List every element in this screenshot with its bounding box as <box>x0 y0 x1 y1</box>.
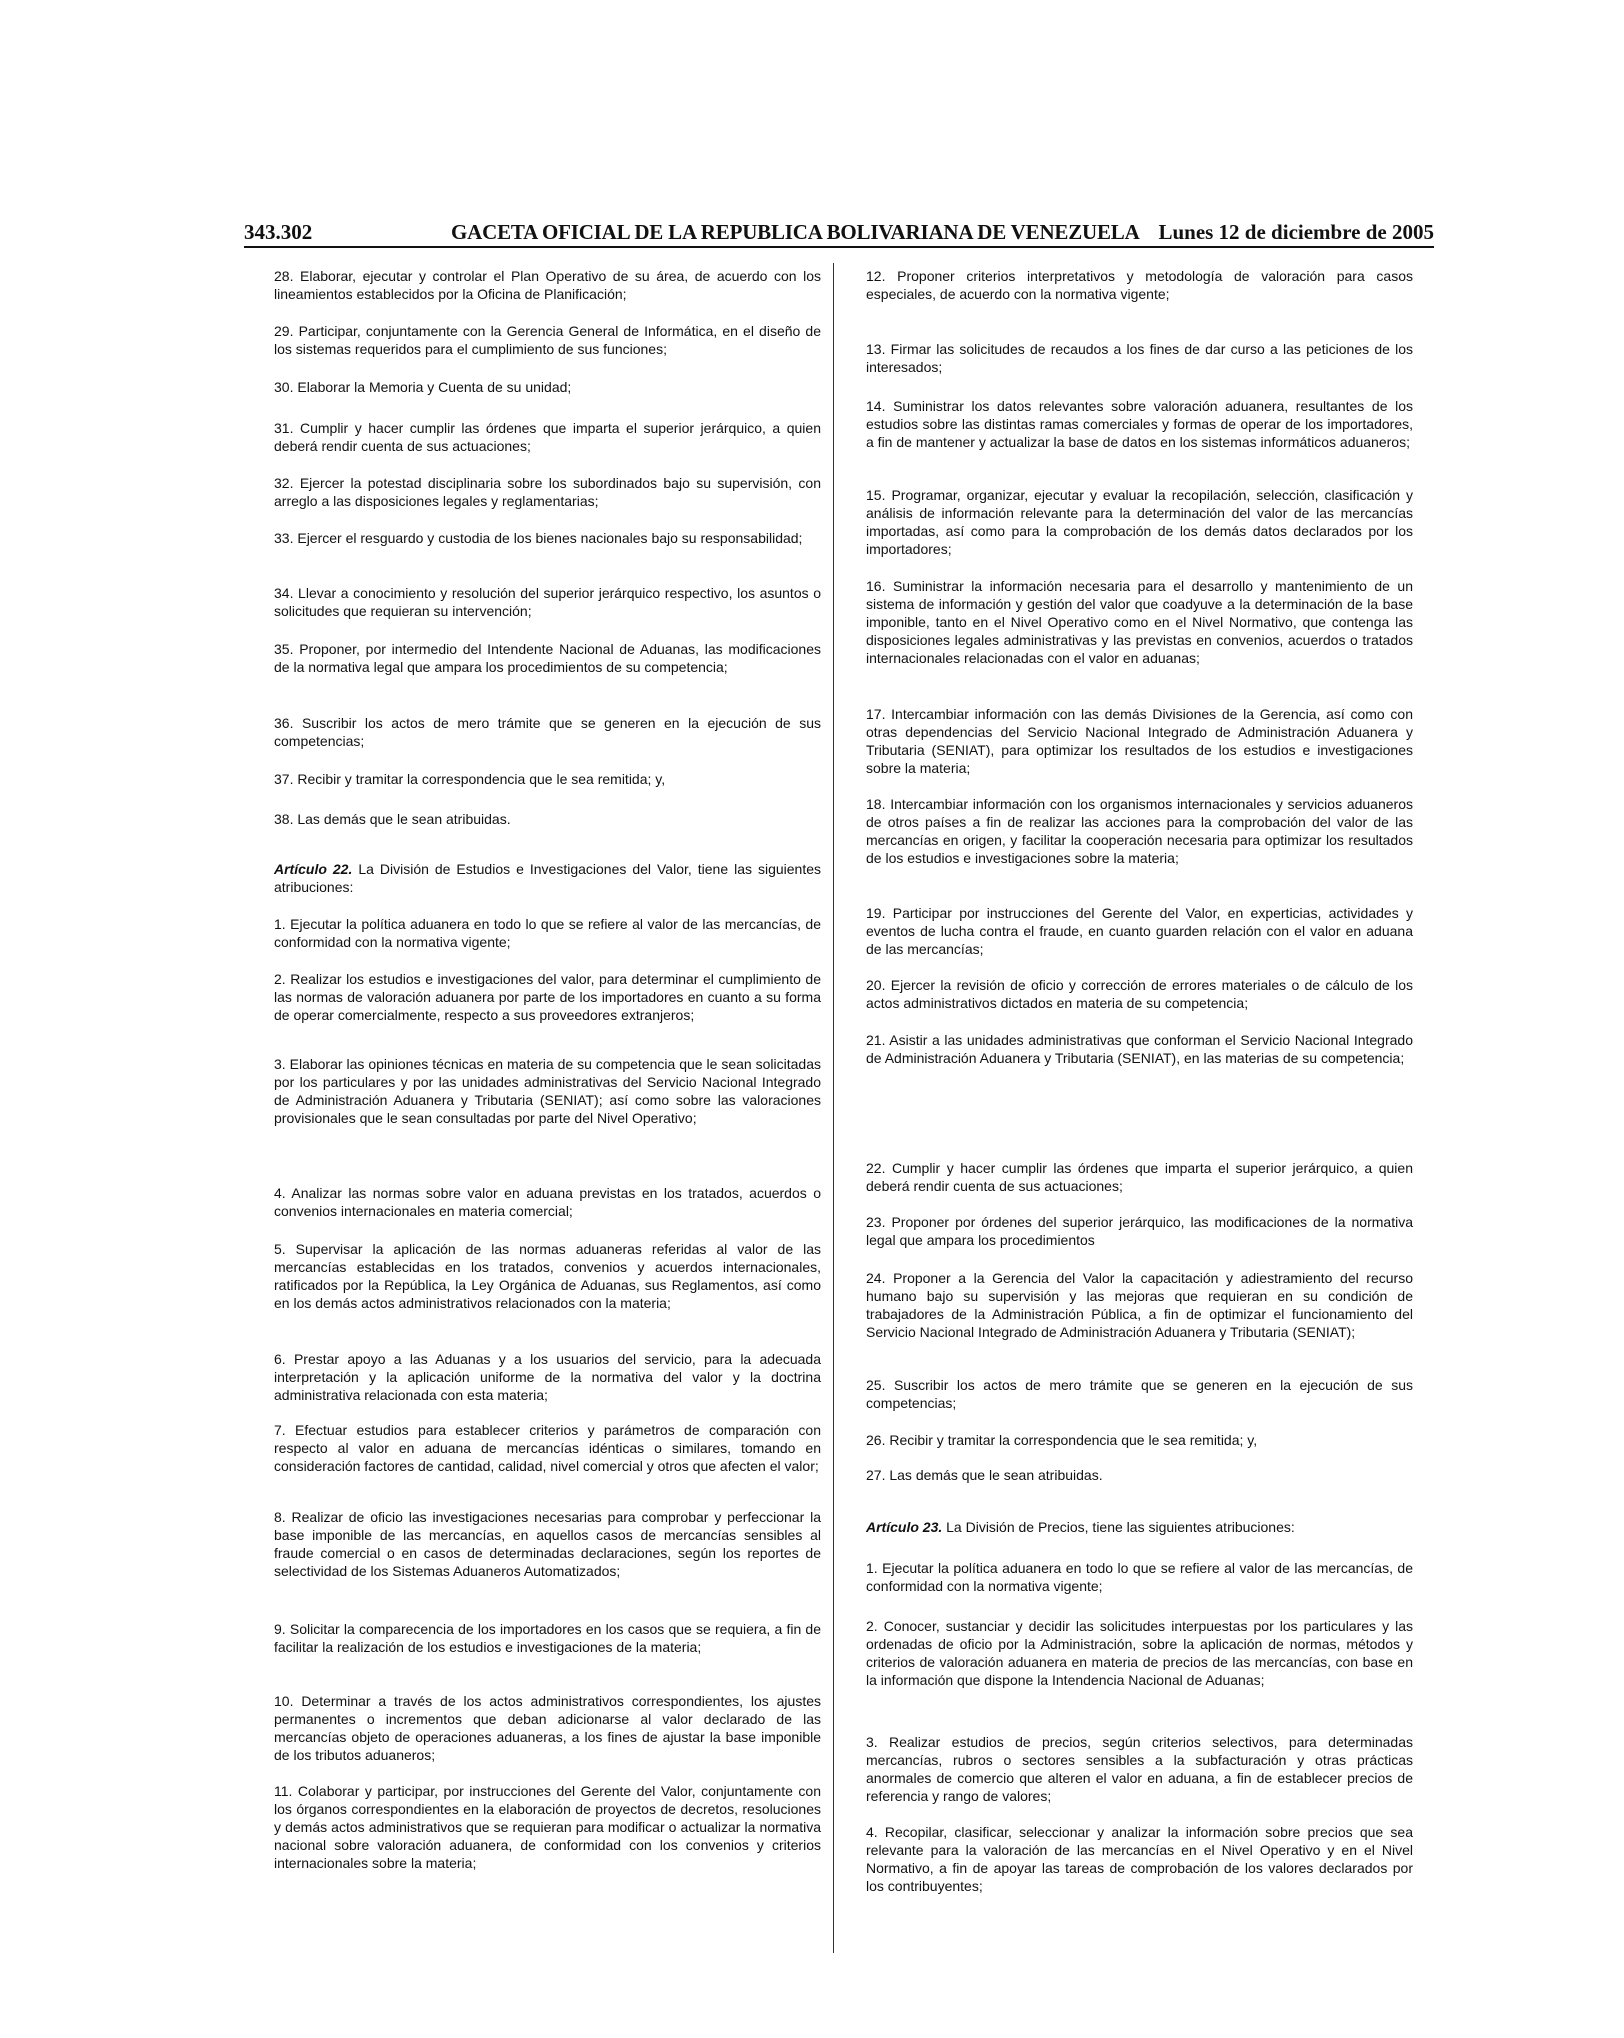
left-item-34: 34. Llevar a conocimiento y resolución del superior jerárquico respectivo, los asuntos o solicitudes que requieran su intervención; <box>274 585 821 619</box>
right-item-16: 16. Suministrar la información necesaria para el desarrollo y mantenimiento de un sistema de información y gestión del valor que coadyuve a la determinación de la base imponible, tanto en el Nivel Operativo como en el Nivel Normativo, que contenga las disposiciones legales administrativas y las previstas en convenios, acuerdos o tratados internacionales relacionadas con el valor en aduanas; <box>866 578 1413 666</box>
art23-item-1: 1. Ejecutar la política aduanera en todo lo que se refiere al valor de las mercancías, de conformidad con la normativa vigente; <box>866 1560 1413 1594</box>
art22-item-3: 3. Elaborar las opiniones técnicas en materia de su competencia que le sean solicitadas por los particulares y por las unidades administrativas del Servicio Nacional Integrado de Administración Aduanera y Tributaria (SENIAT); así como sobre las valoraciones provisionales que le sean consultadas por parte del Nivel Operativo; <box>274 1056 821 1126</box>
left-item-28: 28. Elaborar, ejecutar y controlar el Plan Operativo de su área, de acuerdo con los lineamientos establecidos por la Oficina de Planificación; <box>274 268 821 302</box>
gazette-title: GACETA OFICIAL DE LA REPUBLICA BOLIVARIANA DE VENEZUELA <box>451 220 1140 244</box>
left-item-36: 36. Suscribir los actos de mero trámite que se generen en la ejecución de sus competencias; <box>274 715 821 749</box>
art22-item-5: 5. Supervisar la aplicación de las normas aduaneras referidas al valor de las mercancías establecidas en los tratados, convenios y acuerdos internacionales, ratificados por la República, la Ley Orgánica de Aduanas, sus Reglamentos, así como en los demás actos administrativos relacionados con la materia; <box>274 1241 821 1311</box>
right-item-26: 26. Recibir y tramitar la correspondencia que le sea remitida; y, <box>866 1432 1258 1448</box>
right-item-17: 17. Intercambiar información con las demás Divisiones de la Gerencia, así como con otras dependencias del Servicio Nacional Integrado de Administración Aduanera y Tributaria (SENIAT), para optimizar los resultados de los estudios e investigaciones sobre la materia; <box>866 706 1413 776</box>
art22-item-7: 7. Efectuar estudios para establecer criterios y parámetros de comparación con respecto al valor en aduana de mercancías idénticas o similares, tomando en consideración factores de cantidad, calidad, nivel comercial y otros que afecten el valor; <box>274 1422 821 1474</box>
art23-item-3: 3. Realizar estudios de precios, según criterios selectivos, para determinadas mercancías, rubros o sectores sensibles a la subfacturación y otras prácticas anormales de comercio que alteren el valor en aduana, a fin de establecer precios de referencia y rango de valores; <box>866 1734 1413 1804</box>
issue-date: Lunes 12 de diciembre de 2005 <box>1158 220 1434 244</box>
article-23-text: La División de Precios, tiene las siguientes atribuciones: <box>942 1519 1295 1535</box>
header-rule <box>244 246 1434 248</box>
art22-item-6: 6. Prestar apoyo a las Aduanas y a los usuarios del servicio, para la adecuada interpretación y la aplicación uniforme de la normativa del valor y la doctrina administrativa relacionada con esta materia; <box>274 1351 821 1403</box>
right-item-15: 15. Programar, organizar, ejecutar y evaluar la recopilación, selección, clasificación y análisis de información relevante para la determinación del valor de las mercancías importadas, así como para la comprobación de los demás datos declarados por los importadores; <box>866 487 1413 557</box>
left-item-33: 33. Ejercer el resguardo y custodia de los bienes nacionales bajo su responsabilidad; <box>274 530 803 546</box>
right-item-27: 27. Las demás que le sean atribuidas. <box>866 1467 1103 1483</box>
right-item-18: 18. Intercambiar información con los organismos internacionales y servicios aduaneros de otros países a fin de realizar las acciones para la comprobación del valor de las mercancías en origen, y facilitar la cooperación necesaria para optimizar los resultados de los estudios e investigaciones sobre la materia; <box>866 796 1413 866</box>
left-item-29: 29. Participar, conjuntamente con la Gerencia General de Informática, en el diseño de los sistemas requeridos para el cumplimiento de sus funciones; <box>274 323 821 357</box>
art22-item-9: 9. Solicitar la comparecencia de los importadores en los casos que se requiera, a fin de facilitar la realización de los estudios e investigaciones de la materia; <box>274 1621 821 1655</box>
right-item-21: 21. Asistir a las unidades administrativas que conforman el Servicio Nacional Integrado de Administración Aduanera y Tributaria (SENIAT), en las materias de su competencia; <box>866 1032 1413 1066</box>
left-item-32: 32. Ejercer la potestad disciplinaria sobre los subordinados bajo su supervisión, con arreglo a las disposiciones legales y reglamentarias; <box>274 475 821 509</box>
right-item-25: 25. Suscribir los actos de mero trámite que se generen en la ejecución de sus competencias; <box>866 1377 1413 1411</box>
right-item-13: 13. Firmar las solicitudes de recaudos a los fines de dar curso a las peticiones de los interesados; <box>866 341 1413 375</box>
art23-item-4: 4. Recopilar, clasificar, seleccionar y analizar la información sobre precios que sea relevante para la valoración de las mercancías en el Nivel Operativo y en el Nivel Normativo, a fin de apoyar las tareas de comprobación de los valores declarados por los contribuyentes; <box>866 1824 1413 1894</box>
art22-item-8: 8. Realizar de oficio las investigaciones necesarias para comprobar y perfeccionar la base imponible de las mercancías, en aquellos casos de mercancías sensibles al fraude comercial o en casos de determinadas declaraciones, según los reportes de selectividad de los Sistemas Aduaneros Automatizados; <box>274 1509 821 1579</box>
right-item-22: 22. Cumplir y hacer cumplir las órdenes que imparta el superior jerárquico, a quien deberá rendir cuenta de sus actuaciones; <box>866 1160 1413 1194</box>
art22-item-10: 10. Determinar a través de los actos administrativos correspondientes, los ajustes permanentes o incrementos que deban adicionarse al valor declarado de las mercancías objeto de operaciones aduaneras, a los fines de ajustar la base imponible de los tributos aduaneros; <box>274 1693 821 1763</box>
right-item-23: 23. Proponer por órdenes del superior jerárquico, las modificaciones de la normativa legal que ampara los procedimientos <box>866 1214 1413 1248</box>
right-item-24: 24. Proponer a la Gerencia del Valor la capacitación y adiestramiento del recurso humano bajo su supervisión y las mejoras que requieran en su condición de trabajadores de la Administración Pública, a fin de optimizar el funcionamiento del Servicio Nacional Integrado de Administración Aduanera y Tributaria (SENIAT); <box>866 1270 1413 1340</box>
art22-item-1: 1. Ejecutar la política aduanera en todo lo que se refiere al valor de las mercancías, de conformidad con la normativa vigente; <box>274 916 821 950</box>
right-item-19: 19. Participar por instrucciones del Gerente del Valor, en experticias, actividades y eventos de lucha contra el fraude, en cuanto guarden relación con el valor en aduana de las mercancías; <box>866 905 1413 957</box>
page-header <box>244 220 1434 244</box>
column-divider <box>833 263 834 1953</box>
left-item-35: 35. Proponer, por intermedio del Intendente Nacional de Aduanas, las modificaciones de la normativa legal que ampara los procedimientos de su competencia; <box>274 641 821 675</box>
article-22-label: Artículo 22. <box>274 861 353 877</box>
page-number: 343.302 <box>244 220 313 244</box>
left-item-37: 37. Recibir y tramitar la correspondencia que le sea remitida; y, <box>274 771 666 787</box>
left-item-30: 30. Elaborar la Memoria y Cuenta de su unidad; <box>274 379 572 395</box>
right-item-20: 20. Ejercer la revisión de oficio y corrección de errores materiales o de cálculo de los actos administrativos dictados en materia de su competencia; <box>866 977 1413 1011</box>
article-22-text: La División de Estudios e Investigaciones del Valor, tiene las siguientes atribuciones: <box>274 861 822 895</box>
art23-item-2: 2. Conocer, sustanciar y decidir las solicitudes interpuestas por los particulares y las ordenadas de oficio por la Administración, sobre la aplicación de normas, métodos y criterios de valoración aduanera en materia de precios de las mercancías, con base en la información que dispone la Intendencia Nacional de Aduanas; <box>866 1618 1413 1688</box>
article-23-heading <box>866 1518 1413 1536</box>
art22-item-4: 4. Analizar las normas sobre valor en aduana previstas en los tratados, acuerdos o convenios internacionales en materia comercial; <box>274 1185 821 1219</box>
left-item-38: 38. Las demás que le sean atribuidas. <box>274 811 511 827</box>
art22-item-2: 2. Realizar los estudios e investigaciones del valor, para determinar el cumplimiento de las normas de valoración aduanera por parte de los importadores en cuanto a su forma de operar comercialmente, respecto a sus proveedores extranjeros; <box>274 971 821 1023</box>
right-item-14: 14. Suministrar los datos relevantes sobre valoración aduanera, resultantes de los estudios sobre las distintas ramas comerciales y formas de operar de los importadores, a fin de mantener y actualizar la base de datos en los sistemas informáticos aduaneros; <box>866 398 1413 450</box>
art22-item-11: 11. Colaborar y participar, por instrucciones del Gerente del Valor, conjuntamente con los órganos correspondientes en la elaboración de proyectos de decretos, resoluciones y demás actos administrativos que se requieran para modificar o actualizar la normativa nacional sobre valoración aduanera, de conformidad con los convenios y criterios internacionales sobre la materia; <box>274 1783 821 1871</box>
right-item-12: 12. Proponer criterios interpretativos y metodología de valoración para casos especiales, de acuerdo con la normativa vigente; <box>866 268 1413 302</box>
article-22-heading <box>274 860 821 896</box>
left-item-31: 31. Cumplir y hacer cumplir las órdenes que imparta el superior jerárquico, a quien deberá rendir cuenta de sus actuaciones; <box>274 420 821 454</box>
article-23-label: Artículo 23. <box>866 1519 943 1535</box>
